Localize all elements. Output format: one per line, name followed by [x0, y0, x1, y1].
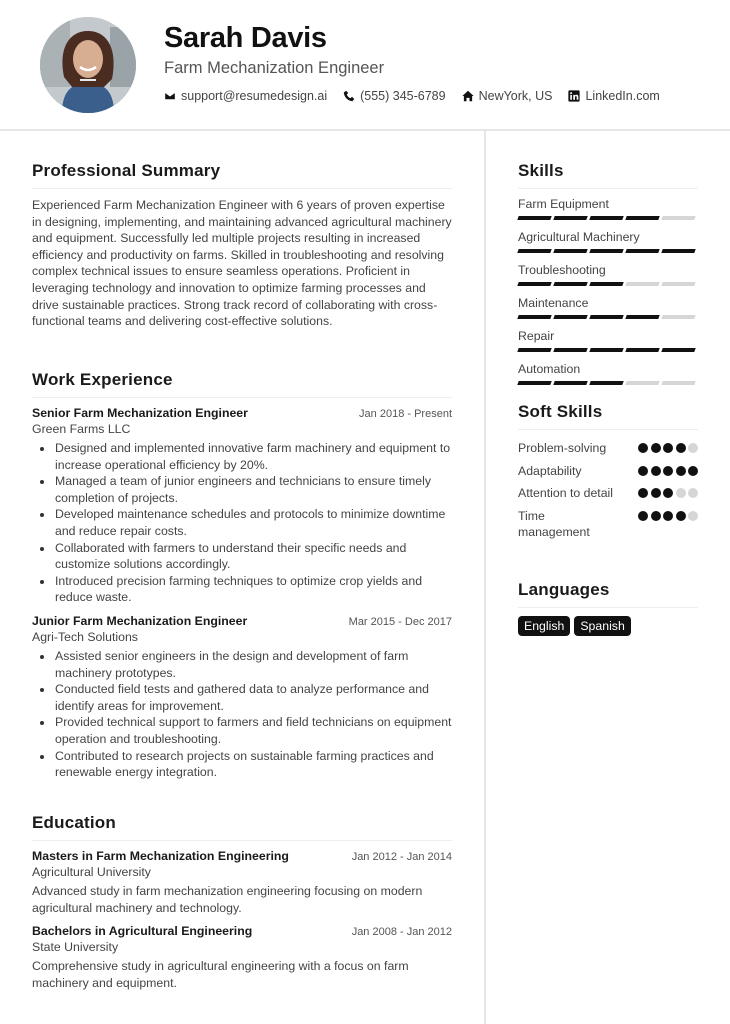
skill-level-segment — [553, 381, 587, 385]
contact-location-label: NewYork, US — [478, 89, 553, 103]
language-tag: Spanish — [574, 616, 630, 636]
rating-dot-icon — [676, 443, 686, 453]
profile-photo — [40, 17, 136, 113]
job-company: Agri-Tech Solutions — [32, 629, 138, 644]
rating-dot-icon — [663, 443, 673, 453]
avatar — [40, 17, 136, 113]
experience-section — [32, 370, 452, 781]
job-entry — [32, 406, 452, 606]
contact-phone[interactable] — [343, 89, 445, 103]
skill-level-segment — [517, 216, 551, 220]
school: State University — [32, 940, 119, 955]
skill-level-bar — [518, 216, 698, 220]
skill-level-segment — [553, 348, 587, 352]
soft-skill-item — [518, 485, 698, 502]
rating-dot-icon — [638, 443, 648, 453]
job-role: Senior Farm Mechanization Engineer — [32, 406, 248, 420]
skill-level-segment — [625, 348, 659, 352]
education-entry — [32, 924, 452, 991]
rating-dot-icon — [651, 443, 661, 453]
skill-level-segment — [517, 249, 551, 253]
job-bullet: Collaborated with farmers to understand their specific needs and customize solutions accordingly. — [32, 540, 452, 573]
job-entry — [32, 614, 452, 781]
skill-item — [518, 197, 698, 220]
contact-email[interactable] — [164, 89, 327, 103]
rating-dot-icon — [638, 488, 648, 498]
rating-dot-icon — [638, 511, 648, 521]
job-bullet: Conducted field tests and gathered data to analyze performance and identify areas for improvement. — [32, 681, 452, 714]
skill-level-bar — [518, 249, 698, 253]
languages-list — [518, 616, 698, 636]
skill-level-segment — [661, 348, 695, 352]
rating-dot-icon — [688, 511, 698, 521]
contact-email-label: support@resumedesign.ai — [181, 89, 328, 103]
skill-level-segment — [589, 282, 623, 286]
skill-level-segment — [589, 381, 623, 385]
education-entry — [32, 849, 452, 916]
job-bullet: Designed and implemented innovative farm machinery and equipment to increase operational efficiency by 20%. — [32, 440, 452, 473]
skill-item — [518, 296, 698, 319]
skill-item — [518, 329, 698, 352]
rating-dot-icon — [676, 488, 686, 498]
soft-skills-list — [518, 440, 698, 541]
education-dates: Jan 2012 - Jan 2014 — [351, 851, 452, 863]
summary-section — [32, 161, 452, 330]
contact-location — [462, 89, 553, 103]
rating-dot-icon — [638, 466, 648, 476]
skill-level-segment — [589, 216, 623, 220]
summary-text: Experienced Farm Mechanization Engineer with 6 years of proven expertise in designing, implementing, and maintaining advanced agricultural machinery and equipment. Successfully led multiple projects resulting in increased efficiency and productivity on farms. Skilled in troubleshooting and resolving complex technical issues to ensure seamless operations. Proficient in leveraging technology and innovation to optimize farming processes and drive sustainable practices. Strong track record of collaborating with cross-functional teams and delivering cost-effective solutions. — [32, 198, 452, 329]
skill-name: Automation — [518, 362, 581, 376]
skill-level-segment — [661, 249, 695, 253]
job-bullet: Introduced precision farming techniques to optimize crop yields and reduce waste. — [32, 573, 452, 606]
skill-level-bar — [518, 282, 698, 286]
school: Agricultural University — [32, 865, 151, 879]
rating-dot-icon — [688, 443, 698, 453]
degree: Bachelors in Agricultural Engineering — [32, 924, 253, 939]
job-bullets — [32, 440, 452, 606]
job-company: Green Farms LLC — [32, 422, 131, 436]
rating-dot-icon — [651, 511, 661, 521]
skill-level-segment — [553, 315, 587, 319]
section-title-experience: Work Experience — [32, 370, 452, 398]
section-title-soft-skills: Soft Skills — [518, 402, 698, 430]
skill-name: Maintenance — [518, 296, 589, 310]
section-title-education: Education — [32, 813, 452, 841]
language-tag: English — [518, 616, 570, 636]
skill-level-segment — [517, 381, 551, 385]
degree: Masters in Farm Mechanization Engineering — [32, 849, 289, 863]
skill-level-segment — [553, 282, 587, 286]
job-role: Junior Farm Mechanization Engineer — [32, 613, 248, 628]
skill-level-segment — [661, 315, 695, 319]
skill-level-bar — [518, 348, 698, 352]
education-dates: Jan 2008 - Jan 2012 — [351, 926, 452, 939]
skill-name: Agricultural Machinery — [518, 230, 640, 244]
rating-dot-icon — [688, 488, 698, 498]
contact-linkedin-label: LinkedIn.com — [585, 89, 660, 103]
soft-skill-name: Attention to detail — [518, 486, 614, 500]
job-bullets — [32, 648, 452, 781]
skill-level-segment — [625, 216, 659, 220]
education-description: Comprehensive study in agricultural engineering with a focus on farm machinery and equipment. — [32, 959, 409, 990]
skill-name: Farm Equipment — [518, 197, 609, 211]
linkedin-icon — [568, 90, 580, 102]
skill-level-segment — [589, 348, 623, 352]
section-title-summary: Professional Summary — [32, 161, 452, 189]
skill-item — [518, 263, 698, 286]
skill-level-segment — [553, 249, 587, 253]
job-bullet: Provided technical support to farmers and field technicians on equipment operation and troubleshooting. — [32, 714, 452, 747]
candidate-name: Sarah Davis — [164, 22, 327, 54]
skill-level-segment — [625, 249, 659, 253]
job-bullet: Managed a team of junior engineers and technicians to ensure timely completion of projects. — [32, 473, 452, 506]
rating-dot-icon — [688, 466, 698, 476]
skill-name: Repair — [518, 329, 555, 343]
skill-level-segment — [625, 315, 659, 319]
section-title-languages: Languages — [518, 580, 698, 608]
rating-dot-icon — [676, 511, 686, 521]
rating-dot-icon — [663, 511, 673, 521]
soft-skills-section — [518, 402, 698, 547]
envelope-icon — [164, 90, 176, 102]
soft-skill-item — [518, 440, 698, 457]
resume-header — [0, 0, 730, 131]
contact-list — [164, 89, 676, 103]
rating-dot-icon — [651, 466, 661, 476]
soft-skill-item — [518, 508, 698, 541]
skill-item — [518, 230, 698, 253]
skill-level-bar — [518, 381, 698, 385]
skill-level-segment — [661, 216, 695, 220]
skills-list — [518, 197, 698, 385]
skill-level-segment — [517, 348, 551, 352]
skill-level-segment — [589, 249, 623, 253]
contact-linkedin[interactable] — [568, 89, 659, 103]
home-icon — [462, 90, 474, 102]
languages-section — [518, 580, 698, 636]
soft-skill-name: Problem-solving — [518, 441, 607, 455]
soft-skill-rating — [636, 488, 699, 498]
candidate-title: Farm Mechanization Engineer — [164, 59, 385, 77]
soft-skill-rating — [636, 443, 699, 453]
skill-level-segment — [625, 381, 659, 385]
skill-level-segment — [661, 282, 695, 286]
job-bullet: Assisted senior engineers in the design and development of farm machinery prototypes. — [32, 648, 452, 681]
skill-level-segment — [553, 216, 587, 220]
section-title-skills: Skills — [518, 161, 698, 189]
skill-level-segment — [517, 282, 551, 286]
skill-level-bar — [518, 315, 698, 319]
rating-dot-icon — [676, 466, 686, 476]
skills-section — [518, 161, 698, 395]
skill-level-segment — [517, 315, 551, 319]
rating-dot-icon — [651, 488, 661, 498]
job-dates: Jan 2018 - Present — [359, 408, 452, 420]
rating-dot-icon — [663, 488, 673, 498]
skill-item — [518, 362, 698, 385]
soft-skill-name: Adaptability — [518, 463, 582, 478]
soft-skill-name: Time management — [518, 508, 590, 539]
skill-level-segment — [589, 315, 623, 319]
contact-phone-label: (555) 345-6789 — [360, 89, 446, 103]
job-bullet: Developed maintenance schedules and protocols to minimize downtime and reduce repair costs. — [32, 506, 452, 539]
skill-name: Troubleshooting — [518, 263, 606, 277]
soft-skill-rating — [636, 466, 699, 476]
education-section — [32, 813, 452, 991]
skill-level-segment — [625, 282, 659, 286]
column-divider — [484, 131, 486, 1024]
soft-skill-rating — [636, 511, 699, 521]
education-description: Advanced study in farm mechanization engineering focusing on modern agricultural machinery and technology. — [32, 884, 423, 915]
skill-level-segment — [661, 381, 695, 385]
rating-dot-icon — [663, 466, 673, 476]
job-dates: Mar 2015 - Dec 2017 — [348, 615, 452, 628]
phone-icon — [343, 90, 355, 102]
job-bullet: Contributed to research projects on sustainable farming practices and renewable energy integration. — [32, 748, 452, 781]
soft-skill-item — [518, 463, 698, 480]
